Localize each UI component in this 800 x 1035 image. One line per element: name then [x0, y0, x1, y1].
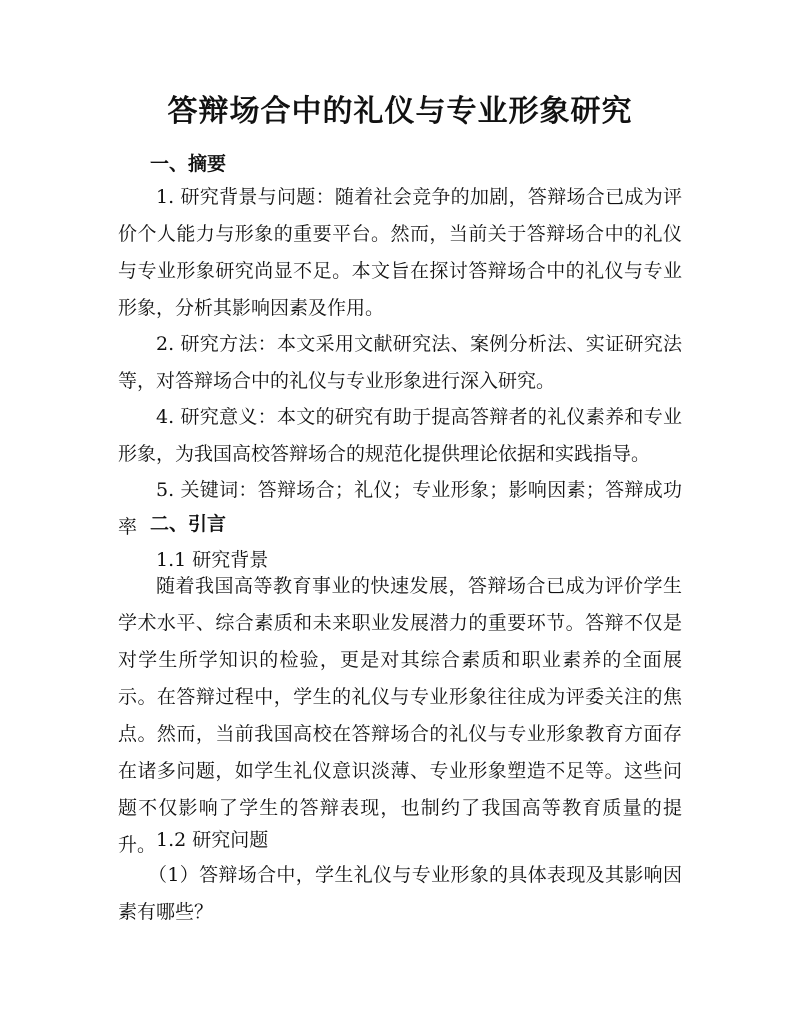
subsection-heading-questions: 1.2 研究问题 — [156, 829, 269, 851]
abstract-paragraph-significance: 4. 研究意义：本文的研究有助于提高答辩者的礼仪素养和专业形象，为我国高校答辩场合的规范化提供理论依据和实践指导。 — [118, 406, 682, 465]
intro-paragraph-question-1: （1）答辩场合中，学生礼仪与专业形象的具体表现及其影响因素有哪些？ — [118, 864, 682, 923]
section-heading-introduction: 二、引言 — [150, 513, 227, 535]
abstract-paragraph-methods: 2. 研究方法：本文采用文献研究法、案例分析法、实证研究法等，对答辩场合中的礼仪与专业形象进行深入研究。 — [118, 333, 682, 392]
abstract-paragraph-background: 1. 研究背景与问题：随着社会竞争的加剧，答辩场合已成为评价个人能力与形象的重要平台。然而，当前关于答辩场合中的礼仪与专业形象研究尚显不足。本文旨在探讨答辩场合中的礼仪与专业形象，分析其影响因素及作用。 — [118, 186, 682, 319]
subsection-heading-background: 1.1 研究背景 — [156, 549, 269, 571]
section-heading-abstract: 一、摘要 — [150, 153, 227, 175]
intro-paragraph-background: 随着我国高等教育事业的快速发展，答辩场合已成为评价学生学术水平、综合素质和未来职业发展潜力的重要环节。答辩不仅是对学生所学知识的检验，更是对其综合素质和职业素养的全面展示。在答辩过程中，学生的礼仪与专业形象往往成为评委关注的焦点。然而，当前我国高校在答辩场合的礼仪与专业形象教育方面存在诸多问题，如学生礼仪意识淡薄、专业形象塑造不足等。这些问题不仅影响了学生的答辩表现，也制约了我国高等教育质量的提升。 — [118, 575, 682, 856]
document-title: 答辩场合中的礼仪与专业形象研究 — [167, 94, 633, 129]
abstract-paragraph-keywords: 5. 关键词：答辩场合；礼仪；专业形象；影响因素；答辩成功率 — [118, 479, 682, 538]
